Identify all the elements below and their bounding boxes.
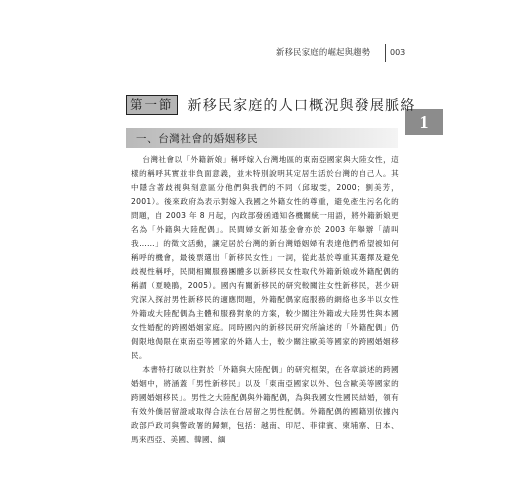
body-text	[131, 153, 399, 447]
subsection-title: 一、台灣社會的婚姻移民	[136, 133, 259, 145]
subsection-heading	[126, 128, 398, 148]
paragraph: 台灣社會以「外籍新娘」稱呼嫁入台灣地區的東南亞國家與大陸女性，這樣的稱呼其實並非負面意義，並未特別說明其定居生活於台灣的自己人。其中隱含著歧視與刻意區分他們與我們的不同（邱琡雯，2000；劉美芳，2001）。後來政府為表示對嫁入我國之外籍女性的尊重，避免產生污名化的問題，自 2003 年 8 月起，內政部發函通知各機關統一用語，將外籍新娘更名為「外籍與大陸配偶」。民間婦女新知基金會亦於 2003 年舉辦「請叫我……」的徵文活動，讓定居於台灣的新台灣婚姻婦有表達他們希望被如何稱呼的機會，最後票選出「新移民女性」一詞，從此基於尊重其選擇及避免歧視性稱呼，民間相關服務團體多以新移民女性取代外籍新娘或外籍配偶的稱謂（夏曉鵑，2005）。國內有關新移民的研究較關注女性新移民，甚少研究深入探討男性新移民的適應問題，外籍配偶家庭服務的網絡也多半以女性外籍或大陸配偶為主體和服務對象的方案，較少關注外籍或大陸男性與本國女性婚配的跨國婚姻家庭。同時國內的新移民研究所論述的「外籍配偶」仍侷限地侷限在東南亞等國家的外籍人士，較少關注歐美等國家的跨國婚姻移民。	[131, 155, 399, 360]
section-heading	[126, 95, 416, 115]
header-divider	[385, 44, 386, 62]
section-label: 第一節	[126, 95, 178, 115]
chapter-tab: 1	[405, 109, 443, 135]
paragraph: 本書特打破以往對於「外籍與大陸配偶」的研究框架，在各章談述的跨國婚姻中，將涵蓋「男性新移民」以及「東南亞國家以外、包含歐美等國家的跨國婚姻移民」。男性之大陸配偶與外籍配偶，為與我國女性國民結婚，領有有效外僑居留證或取得合法在台居留之男性配偶。外籍配偶的國籍別依據內政部戶政司與警政署的歸類，包括：越南、印尼、菲律賓、柬埔寨、日本、馬來西亞、美國、韓國、緬	[131, 365, 399, 444]
page-number: 003	[390, 48, 406, 57]
running-header: 新移民家庭的崛起與趨勢	[276, 47, 371, 57]
section-title: 新移民家庭的人口概況與發展脈絡	[187, 98, 416, 114]
